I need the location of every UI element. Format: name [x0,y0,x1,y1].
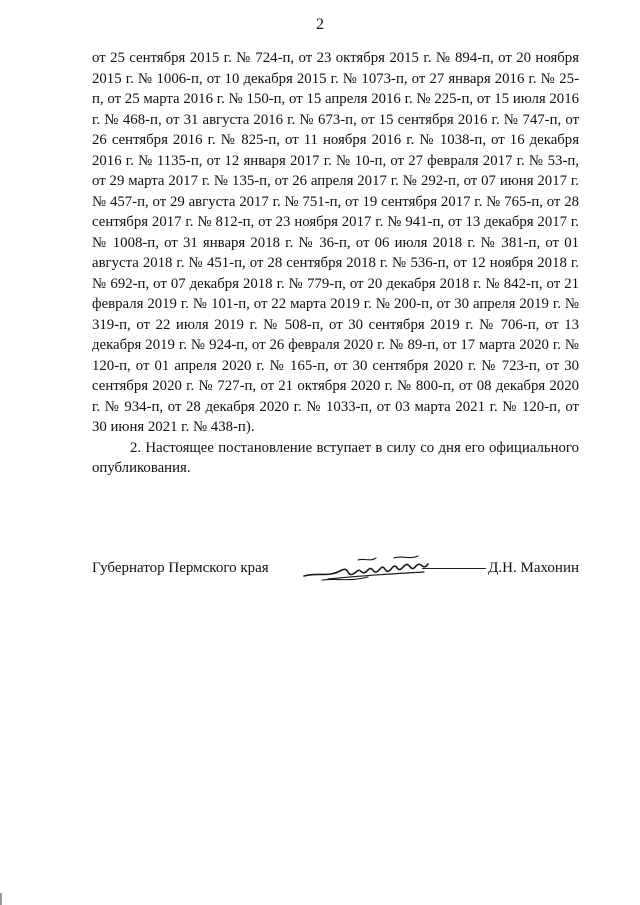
signature-line [422,568,486,569]
scan-edge-mark [0,893,2,905]
amendments-list-paragraph: от 25 сентября 2015 г. № 724-п, от 23 октября 2015 г. № 894-п, от 20 ноября 2015 г. № 1006-п, от 10 декабря 2015 г. № 1073-п, от 27 января 2016 г. № 25-п, от 25 марта 2016 г. № 150-п, от 15 апреля 2016 г. № 225-п, от 15 июля 2016 г. № 468-п, от 31 августа 2016 г. № 673-п, от 15 сентября 2016 г. № 747-п, от 26 сентября 2016 г. № 825-п, от 11 ноября 2016 г. № 1038-п, от 16 декабря 2016 г. № 1135-п, от 12 января 2017 г. № 10-п, от 27 февраля 2017 г. № 53-п, от 29 марта 2017 г. № 135-п, от 26 апреля 2017 г. № 292-п, от 07 июня 2017 г. № 457-п, от 29 августа 2017 г. № 751-п, от 19 сентября 2017 г. № 765-п, от 28 сентября 2017 г. № 812-п, от 23 ноября 2017 г. № 941-п, от 13 декабря 2017 г. № 1008-п, от 31 января 2018 г. № 36-п, от 06 июля 2018 г. № 381-п, от 01 августа 2018 г. № 451-п, от 28 сентября 2018 г. № 536-п, от 12 ноября 2018 г. № 692-п, от 07 декабря 2018 г. № 779-п, от 20 декабря 2018 г. № 842-п, от 21 февраля 2019 г. № 101-п, от 22 марта 2019 г. № 200-п, от 30 апреля 2019 г. № 319-п, от 22 июля 2019 г. № 508-п, от 30 сентября 2019 г. № 706-п, от 13 декабря 2019 г. № 924-п, от 26 февраля 2020 г. № 89-п, от 17 марта 2020 г. № 120-п, от 01 апреля 2020 г. № 165-п, от 30 сентября 2020 г. № 723-п, от 30 сентября 2020 г. № 727-п, от 21 октября 2020 г. № 800-п, от 08 декабря 2020 г. № 934-п, от 28 декабря 2020 г. № 1033-п, от 03 марта 2021 г. № 120-п, от 30 июня 2021 г. № 438-п). [92,50,579,435]
handwritten-signature-icon [298,552,488,586]
signatory-position: Губернатор Пермского края [92,560,269,576]
page-number: 2 [316,16,324,33]
document-body [92,48,579,479]
signature-block [92,552,579,592]
effective-date-paragraph: 2. Настоящее постановление вступает в силу со дня его официального опубликования. [92,439,579,476]
signatory-name: Д.Н. Махонин [488,560,579,576]
